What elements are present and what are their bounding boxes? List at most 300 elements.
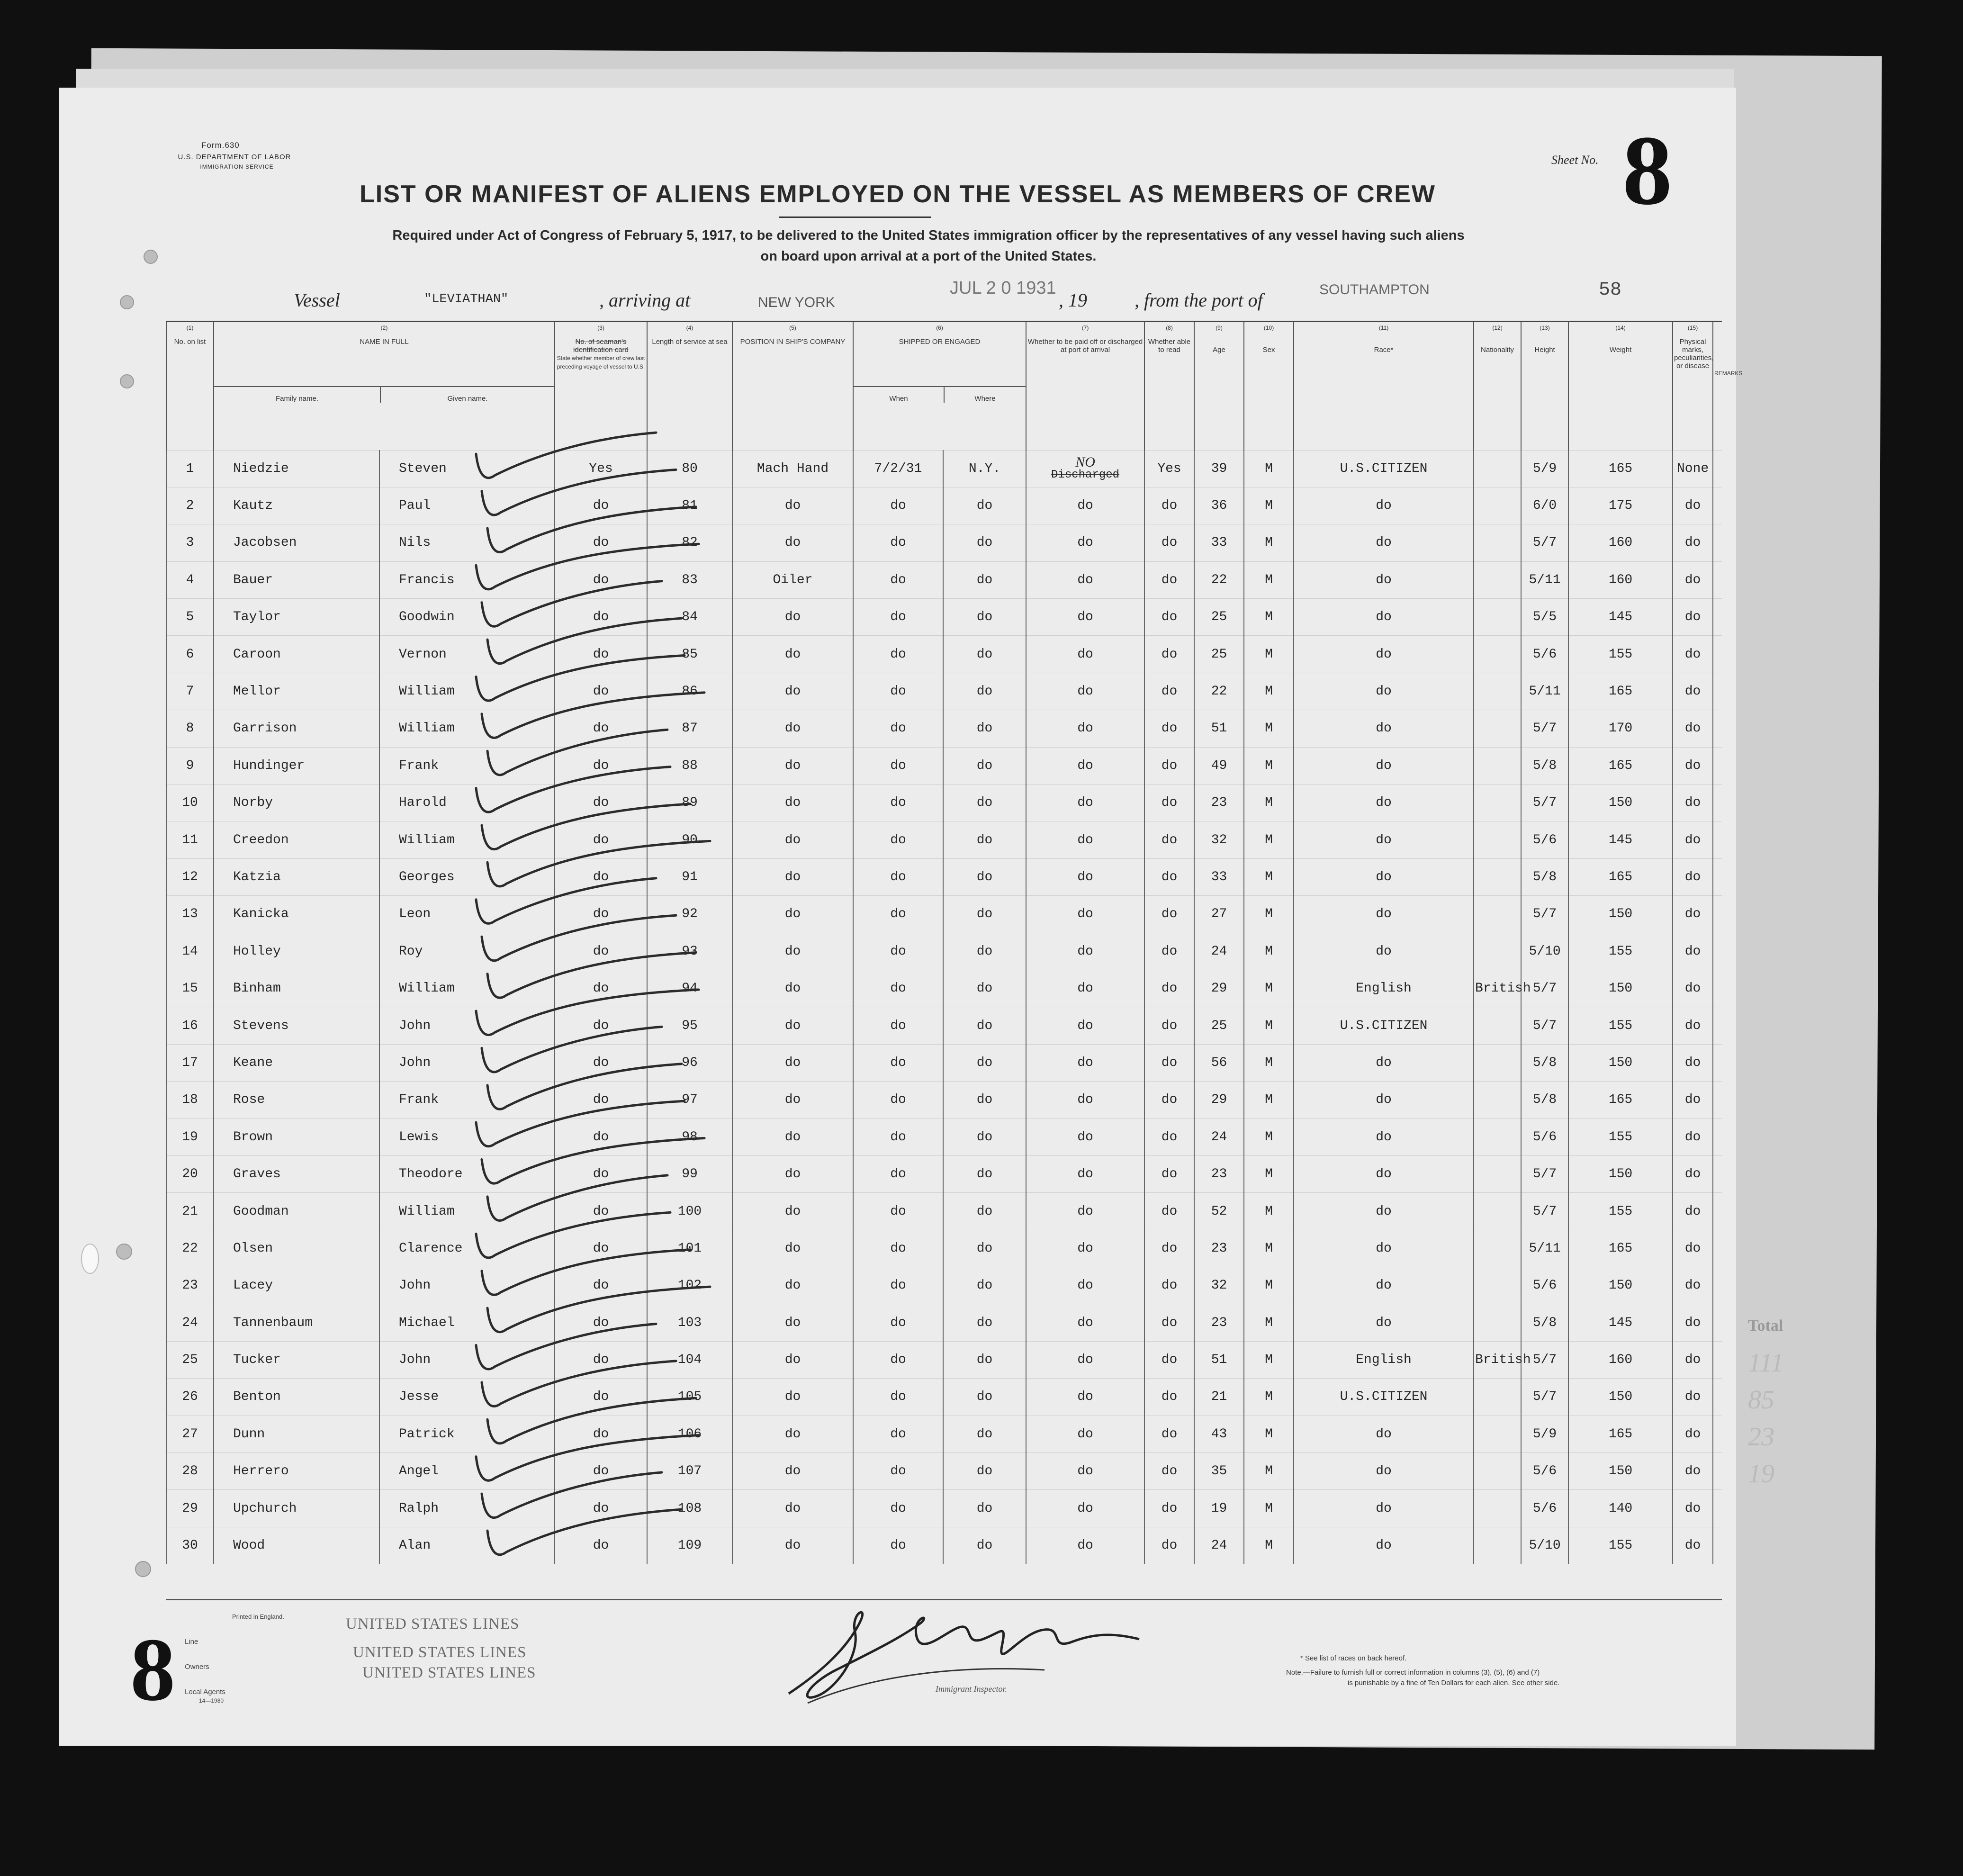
given-name-cell: Steven (379, 450, 555, 487)
check-mark (482, 1472, 662, 1518)
family-name-cell: Benton (214, 1379, 379, 1416)
height-cell: 5/5 (1521, 599, 1568, 636)
check-mark (487, 841, 710, 886)
service-length-cell: 91 (647, 858, 732, 895)
physical-marks-cell: do (1673, 1304, 1713, 1341)
given-name-cell: John (379, 1007, 555, 1044)
sex-cell: M (1244, 1341, 1294, 1378)
paid-off-cell: do (1026, 599, 1144, 636)
weight-cell: 165 (1568, 673, 1673, 710)
able-to-read-cell: do (1144, 1341, 1194, 1378)
height-cell: 5/8 (1521, 747, 1568, 784)
given-name-cell: William (379, 821, 555, 858)
age-cell: 43 (1194, 1416, 1244, 1452)
weight-cell: 175 (1568, 487, 1673, 524)
position-cell: do (732, 487, 853, 524)
shipped-when-cell: do (853, 1044, 943, 1081)
able-to-read-cell: do (1144, 1379, 1194, 1416)
weight-cell: 155 (1568, 636, 1673, 673)
race-cell: do (1294, 673, 1474, 710)
age-cell: 24 (1194, 933, 1244, 970)
row-number-cell: 4 (166, 561, 214, 598)
height-cell: 5/8 (1521, 1082, 1568, 1118)
physical-marks-cell: do (1673, 970, 1713, 1007)
height-cell: 5/7 (1521, 1155, 1568, 1192)
weight-cell: 155 (1568, 1007, 1673, 1044)
race-cell: do (1294, 1230, 1474, 1267)
shipped-when-cell: do (853, 858, 943, 895)
height-cell: 5/8 (1521, 1304, 1568, 1341)
shipped-where-cell: do (943, 1155, 1026, 1192)
row-number-cell: 30 (166, 1527, 214, 1564)
col-race-header: (11) Race* (1294, 322, 1474, 450)
family-name-cell: Kanicka (214, 896, 379, 933)
shipped-when-cell: do (853, 1527, 943, 1564)
service-length-cell: 90 (647, 821, 732, 858)
col-nationality-header: (12) Nationality (1474, 322, 1521, 450)
sex-cell: M (1244, 524, 1294, 561)
age-cell: 36 (1194, 487, 1244, 524)
weight-cell: 160 (1568, 524, 1673, 561)
given-name-cell: Francis (379, 561, 555, 598)
weight-cell: 140 (1568, 1490, 1673, 1527)
printed-note: Printed in England. (232, 1613, 284, 1620)
check-mark (476, 990, 699, 1035)
check-mark (487, 1509, 682, 1555)
check-marks (59, 88, 1736, 1746)
able-to-read-cell: do (1144, 1527, 1194, 1564)
height-cell: 5/6 (1521, 1267, 1568, 1304)
service-length-cell: 97 (647, 1082, 732, 1118)
service-length-cell: 94 (647, 970, 732, 1007)
physical-marks-cell: do (1673, 487, 1713, 524)
footer-sheet-number: 8 (130, 1620, 175, 1720)
able-to-read-cell: do (1144, 858, 1194, 895)
family-name-cell: Bauer (214, 561, 379, 598)
manifest-sheet (59, 88, 1743, 1746)
shipped-where-cell: do (943, 1267, 1026, 1304)
col-sex-header: (10) Sex (1244, 322, 1294, 450)
family-name-cell: Garrison (214, 710, 379, 747)
able-to-read-cell: do (1144, 636, 1194, 673)
physical-marks-cell: do (1673, 673, 1713, 710)
age-cell: 25 (1194, 1007, 1244, 1044)
able-to-read-cell: do (1144, 896, 1194, 933)
sex-cell: M (1244, 785, 1294, 821)
service-length-cell: 80 (647, 450, 732, 487)
form-department: U.S. DEPARTMENT OF LABOR (178, 153, 291, 161)
able-to-read-cell: do (1144, 1118, 1194, 1155)
shipped-when-cell: do (853, 1490, 943, 1527)
shipped-when-cell: do (853, 1267, 943, 1304)
service-length-cell: 88 (647, 747, 732, 784)
shipped-when-cell: do (853, 1193, 943, 1230)
previous-voyage-cell: do (555, 858, 647, 895)
race-cell: English (1294, 1341, 1474, 1378)
shipped-when-cell: do (853, 1118, 943, 1155)
shipped-when-cell: do (853, 1341, 943, 1378)
shipped-where-cell: do (943, 599, 1026, 636)
row-number-cell: 14 (166, 933, 214, 970)
service-length-cell: 102 (647, 1267, 732, 1304)
race-cell: do (1294, 1155, 1474, 1192)
row-number-cell: 22 (166, 1230, 214, 1267)
row-number-cell: 20 (166, 1155, 214, 1192)
service-length-cell: 96 (647, 1044, 732, 1081)
age-cell: 35 (1194, 1453, 1244, 1490)
race-cell: do (1294, 1267, 1474, 1304)
height-cell: 5/10 (1521, 933, 1568, 970)
sex-cell: M (1244, 933, 1294, 970)
height-cell: 5/7 (1521, 1379, 1568, 1416)
height-cell: 5/11 (1521, 1230, 1568, 1267)
able-to-read-cell: do (1144, 1230, 1194, 1267)
given-name-cell: Ralph (379, 1490, 555, 1527)
paid-off-cell: do (1026, 970, 1144, 1007)
able-to-read-cell: Yes (1144, 450, 1194, 487)
given-name-cell: John (379, 1341, 555, 1378)
age-cell: 25 (1194, 599, 1244, 636)
able-to-read-cell: do (1144, 747, 1194, 784)
fine-note-line-1: Note.—Failure to furnish full or correct information in columns (3), (5), (6) and (7) (1286, 1669, 1540, 1677)
family-name-cell: Keane (214, 1044, 379, 1081)
shipped-where-cell: do (943, 636, 1026, 673)
family-name-cell: Brown (214, 1118, 379, 1155)
race-cell: do (1294, 933, 1474, 970)
position-cell: Oiler (732, 561, 853, 598)
family-name-cell: Upchurch (214, 1490, 379, 1527)
previous-voyage-cell: do (555, 636, 647, 673)
physical-marks-cell: do (1673, 896, 1713, 933)
paid-off-struck: Discharged (1051, 468, 1120, 481)
service-length-cell: 87 (647, 710, 732, 747)
subtitle-line-1: Required under Act of Congress of February 5, 1917, to be delivered to the United States immigration officer by the representatives of any vessel having such aliens (392, 228, 1465, 243)
race-cell: U.S.CITIZEN (1294, 1007, 1474, 1044)
agents-value: UNITED STATES LINES (362, 1664, 536, 1681)
race-cell: do (1294, 710, 1474, 747)
shipped-where-cell: do (943, 821, 1026, 858)
sex-cell: M (1244, 1304, 1294, 1341)
shipped-where-cell: do (943, 1416, 1026, 1452)
paid-off-handwritten: NO (1075, 454, 1095, 470)
check-mark (487, 730, 667, 775)
check-mark (482, 693, 704, 738)
previous-voyage-cell: do (555, 970, 647, 1007)
race-cell: do (1294, 896, 1474, 933)
shipped-where-cell: do (943, 561, 1026, 598)
margin-tally-value: 85 (1748, 1385, 1774, 1415)
sex-cell: M (1244, 1230, 1294, 1267)
shipped-where-cell: do (943, 1304, 1026, 1341)
height-cell: 5/6 (1521, 821, 1568, 858)
weight-cell: 150 (1568, 1453, 1673, 1490)
family-name-subheader: Family name. (214, 387, 381, 403)
previous-voyage-cell: do (555, 1304, 647, 1341)
previous-voyage-cell: do (555, 1230, 647, 1267)
row-number-cell: 7 (166, 673, 214, 710)
fine-note-line-2: is punishable by a fine of Ten Dollars for each alien. See other side. (1348, 1679, 1560, 1687)
age-cell: 32 (1194, 821, 1244, 858)
paid-off-cell: do (1026, 636, 1144, 673)
weight-cell: 165 (1568, 1230, 1673, 1267)
age-cell: 24 (1194, 1118, 1244, 1155)
able-to-read-cell: do (1144, 1155, 1194, 1192)
row-number-cell: 17 (166, 1044, 214, 1081)
shipped-when-cell: do (853, 821, 943, 858)
age-cell: 23 (1194, 1155, 1244, 1192)
shipped-when-cell: do (853, 1379, 943, 1416)
service-length-cell: 95 (647, 1007, 732, 1044)
check-mark (487, 1175, 667, 1221)
position-cell: do (732, 821, 853, 858)
age-cell: 23 (1194, 1304, 1244, 1341)
fine-note (1286, 1668, 1712, 1688)
physical-marks-cell: do (1673, 1118, 1713, 1155)
given-name-cell: Jesse (379, 1379, 555, 1416)
shipped-where-cell: do (943, 1341, 1026, 1378)
height-cell: 5/7 (1521, 1193, 1568, 1230)
service-length-cell: 109 (647, 1527, 732, 1564)
given-name-cell: Nils (379, 524, 555, 561)
check-mark (482, 470, 676, 515)
able-to-read-cell: do (1144, 524, 1194, 561)
col-paid-off-header: (7) Whether to be paid off or discharged at port of arrival (1026, 322, 1144, 450)
shipped-when-cell: do (853, 933, 943, 970)
year-label: , 19 (1059, 289, 1087, 311)
row-number-cell: 29 (166, 1490, 214, 1527)
sex-cell: M (1244, 1193, 1294, 1230)
line-value: UNITED STATES LINES (346, 1615, 520, 1632)
shipped-when-cell: do (853, 1453, 943, 1490)
shipped-when-cell: do (853, 785, 943, 821)
race-cell: do (1294, 1044, 1474, 1081)
row-number-cell: 9 (166, 747, 214, 784)
weight-cell: 170 (1568, 710, 1673, 747)
age-cell: 22 (1194, 673, 1244, 710)
owners-label: Owners (185, 1663, 209, 1671)
age-cell: 49 (1194, 747, 1244, 784)
physical-marks-cell: do (1673, 1155, 1713, 1192)
row-number-cell: 21 (166, 1193, 214, 1230)
margin-tally-value: 111 (1748, 1348, 1784, 1378)
height-cell: 5/7 (1521, 1341, 1568, 1378)
physical-marks-cell: do (1673, 933, 1713, 970)
paid-off-cell: do (1026, 1267, 1144, 1304)
row-number-cell: 1 (166, 450, 214, 487)
sex-cell: M (1244, 1453, 1294, 1490)
shipped-where-cell: do (943, 673, 1026, 710)
sheet-number: 8 (1622, 116, 1672, 225)
shipped-where-cell: do (943, 1453, 1026, 1490)
able-to-read-cell: do (1144, 1416, 1194, 1452)
row-number-cell: 3 (166, 524, 214, 561)
shipped-where-cell: do (943, 933, 1026, 970)
able-to-read-cell: do (1144, 1044, 1194, 1081)
sex-cell: M (1244, 858, 1294, 895)
age-cell: 39 (1194, 450, 1244, 487)
physical-marks-cell: do (1673, 710, 1713, 747)
shipped-where-cell: do (943, 710, 1026, 747)
previous-voyage-cell: do (555, 1490, 647, 1527)
able-to-read-cell: do (1144, 561, 1194, 598)
check-mark (482, 1250, 690, 1295)
age-cell: 33 (1194, 858, 1244, 895)
shipped-when-cell: do (853, 1155, 943, 1192)
sex-cell: M (1244, 561, 1294, 598)
race-cell: do (1294, 1490, 1474, 1527)
sex-cell: M (1244, 710, 1294, 747)
previous-voyage-cell: do (555, 1155, 647, 1192)
physical-marks-cell: do (1673, 599, 1713, 636)
row-number-cell: 19 (166, 1118, 214, 1155)
service-length-cell: 99 (647, 1155, 732, 1192)
age-cell: 51 (1194, 710, 1244, 747)
previous-voyage-cell: do (555, 673, 647, 710)
position-cell: do (732, 710, 853, 747)
age-cell: 32 (1194, 1267, 1244, 1304)
physical-marks-cell: do (1673, 1230, 1713, 1267)
given-name-cell: William (379, 673, 555, 710)
margin-tally-value: 23 (1748, 1422, 1774, 1452)
weight-cell: 150 (1568, 1044, 1673, 1081)
able-to-read-cell: do (1144, 821, 1194, 858)
race-cell: do (1294, 785, 1474, 821)
sex-cell: M (1244, 673, 1294, 710)
row-number-cell: 16 (166, 1007, 214, 1044)
family-name-cell: Herrero (214, 1453, 379, 1490)
able-to-read-cell: do (1144, 599, 1194, 636)
race-cell: do (1294, 1453, 1474, 1490)
weight-cell: 155 (1568, 933, 1673, 970)
race-cell: do (1294, 1416, 1474, 1452)
service-length-cell: 105 (647, 1379, 732, 1416)
physical-marks-cell: do (1673, 1416, 1713, 1452)
shipped-when-cell: do (853, 599, 943, 636)
sex-cell: M (1244, 450, 1294, 487)
row-number-cell: 23 (166, 1267, 214, 1304)
position-cell: do (732, 1379, 853, 1416)
shipped-where-cell: do (943, 970, 1026, 1007)
shipped-when-cell: do (853, 1007, 943, 1044)
paid-off-cell: do (1026, 896, 1144, 933)
age-cell: 22 (1194, 561, 1244, 598)
from-port-label: , from the port of (1135, 289, 1263, 311)
family-name-cell: Taylor (214, 599, 379, 636)
service-length-cell: 83 (647, 561, 732, 598)
weight-cell: 155 (1568, 1527, 1673, 1564)
shipped-when-cell: do (853, 1082, 943, 1118)
arriving-label: , arriving at (599, 289, 691, 311)
height-cell: 5/11 (1521, 673, 1568, 710)
given-name-cell: Frank (379, 1082, 555, 1118)
shipped-where-cell: do (943, 785, 1026, 821)
height-cell: 5/6 (1521, 1118, 1568, 1155)
given-name-cell: Theodore (379, 1155, 555, 1192)
shipped-where-cell: do (943, 747, 1026, 784)
check-mark (482, 1027, 662, 1072)
previous-voyage-cell: do (555, 1007, 647, 1044)
physical-marks-cell: do (1673, 747, 1713, 784)
position-cell: do (732, 673, 853, 710)
previous-voyage-cell: do (555, 785, 647, 821)
physical-marks-cell: do (1673, 1082, 1713, 1118)
family-name-cell: Graves (214, 1155, 379, 1192)
shipped-where-cell: do (943, 524, 1026, 561)
age-cell: 19 (1194, 1490, 1244, 1527)
able-to-read-cell: do (1144, 1007, 1194, 1044)
paid-off-cell: do (1026, 1379, 1144, 1416)
able-to-read-cell: do (1144, 1453, 1194, 1490)
col-service-header: (4) Length of service at sea (647, 322, 732, 450)
races-note: * See list of races on back hereof. (1300, 1654, 1407, 1662)
shipped-where-cell: do (943, 1118, 1026, 1155)
given-name-cell: Paul (379, 487, 555, 524)
weight-cell: 165 (1568, 747, 1673, 784)
shipped-where-cell: do (943, 1379, 1026, 1416)
col-remarks-header: REMARKS (1713, 322, 1722, 450)
date-stamp: JUL 2 0 1931 (950, 278, 1056, 298)
paid-off-cell: do (1026, 1155, 1144, 1192)
given-name-cell: Leon (379, 896, 555, 933)
col-shipped-header: (6) SHIPPED OR ENGAGED When Where (853, 322, 1026, 450)
position-cell: do (732, 1155, 853, 1192)
physical-marks-cell: do (1673, 1490, 1713, 1527)
form-number: Form.630 (201, 141, 240, 150)
row-number-cell: 10 (166, 785, 214, 821)
shipped-when-cell: do (853, 747, 943, 784)
check-mark (476, 1435, 699, 1481)
paid-off-cell: do (1026, 1118, 1144, 1155)
age-cell: 33 (1194, 524, 1244, 561)
service-length-cell: 108 (647, 1490, 732, 1527)
shipped-when-cell: do (853, 1230, 943, 1267)
weight-cell: 145 (1568, 599, 1673, 636)
height-cell: 5/6 (1521, 636, 1568, 673)
paid-off-cell: do (1026, 1527, 1144, 1564)
age-cell: 21 (1194, 1379, 1244, 1416)
check-mark (482, 1138, 704, 1184)
check-mark (482, 915, 676, 961)
given-name-cell: Roy (379, 933, 555, 970)
page-title: LIST OR MANIFEST OF ALIENS EMPLOYED ON THE VESSEL AS MEMBERS OF CREW (360, 180, 1436, 208)
sex-cell: M (1244, 599, 1294, 636)
position-cell: do (732, 1230, 853, 1267)
age-cell: 29 (1194, 1082, 1244, 1118)
height-cell: 5/9 (1521, 1416, 1568, 1452)
given-name-cell: Clarence (379, 1230, 555, 1267)
shipped-where-cell: do (943, 896, 1026, 933)
height-cell: 5/11 (1521, 561, 1568, 598)
paid-off-cell: do (1026, 821, 1144, 858)
race-cell: do (1294, 636, 1474, 673)
shipped-when-cell: do (853, 673, 943, 710)
previous-voyage-cell: do (555, 1267, 647, 1304)
previous-voyage-cell: do (555, 1416, 647, 1452)
weight-cell: 150 (1568, 1155, 1673, 1192)
given-name-cell: Frank (379, 747, 555, 784)
nationality-cell: British (1474, 1341, 1521, 1378)
shipped-when-cell: do (853, 487, 943, 524)
check-mark (476, 544, 699, 589)
shipped-where-cell: do (943, 1490, 1026, 1527)
nationality-cell: British (1474, 970, 1521, 1007)
able-to-read-cell: do (1144, 1490, 1194, 1527)
race-cell: do (1294, 1082, 1474, 1118)
shipped-where-cell: do (943, 1007, 1026, 1044)
position-cell: do (732, 970, 853, 1007)
race-cell: do (1294, 1527, 1474, 1564)
race-cell: do (1294, 858, 1474, 895)
